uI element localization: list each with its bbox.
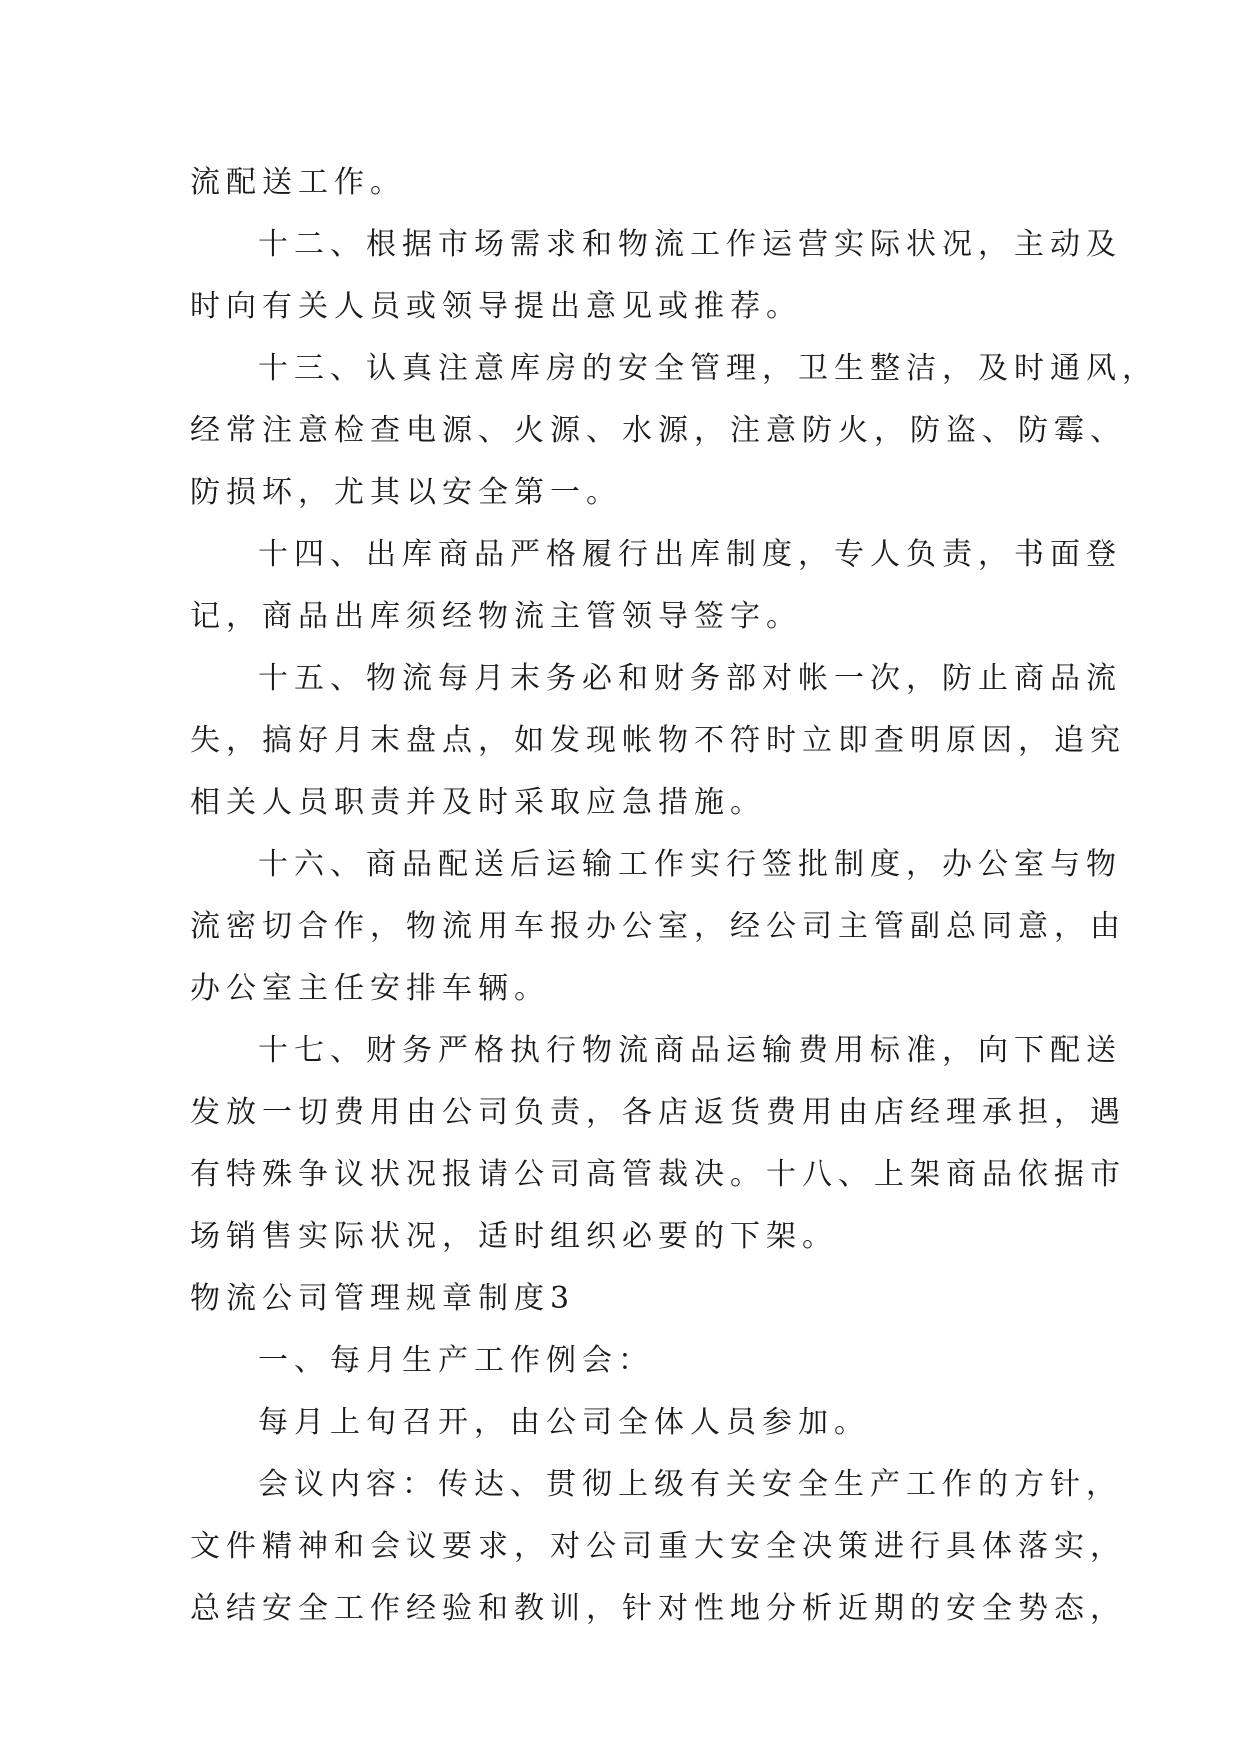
text-line: 经常注意检查电源、火源、水源，注意防火，防盗、防霉、 xyxy=(190,413,1126,448)
text-line: 十六、商品配送后运输工作实行签批制度，办公室与物 xyxy=(258,847,1122,882)
text-line: 总结安全工作经验和教训，针对性地分析近期的安全势态， xyxy=(190,1591,1126,1626)
text-line: 会议内容：传达、贯彻上级有关安全生产工作的方针， xyxy=(258,1467,1122,1502)
text-line: 有特殊争议状况报请公司高管裁决。十八、上架商品依据市 xyxy=(190,1157,1126,1192)
text-line: 防损坏，尤其以安全第一。 xyxy=(190,475,622,510)
text-line: 每月上旬召开，由公司全体人员参加。 xyxy=(258,1405,870,1440)
text-line: 十五、物流每月末务必和财务部对帐一次，防止商品流 xyxy=(258,661,1122,696)
section-title: 物流公司管理规章制度3 xyxy=(190,1281,576,1316)
document-body xyxy=(190,152,1158,1640)
text-line: 一、每月生产工作例会： xyxy=(258,1343,654,1378)
text-line: 发放一切费用由公司负责，各店返货费用由店经理承担，遇 xyxy=(190,1095,1126,1130)
text-line: 记，商品出库须经物流主管领导签字。 xyxy=(190,599,802,634)
text-line: 场销售实际状况，适时组织必要的下架。 xyxy=(190,1219,838,1254)
text-line: 时向有关人员或领导提出意见或推荐。 xyxy=(190,289,802,324)
text-line: 流密切合作，物流用车报办公室，经公司主管副总同意，由 xyxy=(190,909,1126,944)
text-line: 十三、认真注意库房的安全管理，卫生整洁，及时通风， xyxy=(258,351,1158,386)
text-line: 流配送工作。 xyxy=(190,165,406,200)
text-line: 失，搞好月末盘点，如发现帐物不符时立即查明原因，追究 xyxy=(190,723,1126,758)
text-line: 十七、财务严格执行物流商品运输费用标准，向下配送 xyxy=(258,1033,1122,1068)
text-line: 十二、根据市场需求和物流工作运营实际状况，主动及 xyxy=(258,227,1122,262)
text-line: 十四、出库商品严格履行出库制度，专人负责，书面登 xyxy=(258,537,1122,572)
text-line: 相关人员职责并及时采取应急措施。 xyxy=(190,785,766,820)
text-line: 文件精神和会议要求，对公司重大安全决策进行具体落实， xyxy=(190,1529,1126,1564)
text-line: 办公室主任安排车辆。 xyxy=(190,971,550,1006)
